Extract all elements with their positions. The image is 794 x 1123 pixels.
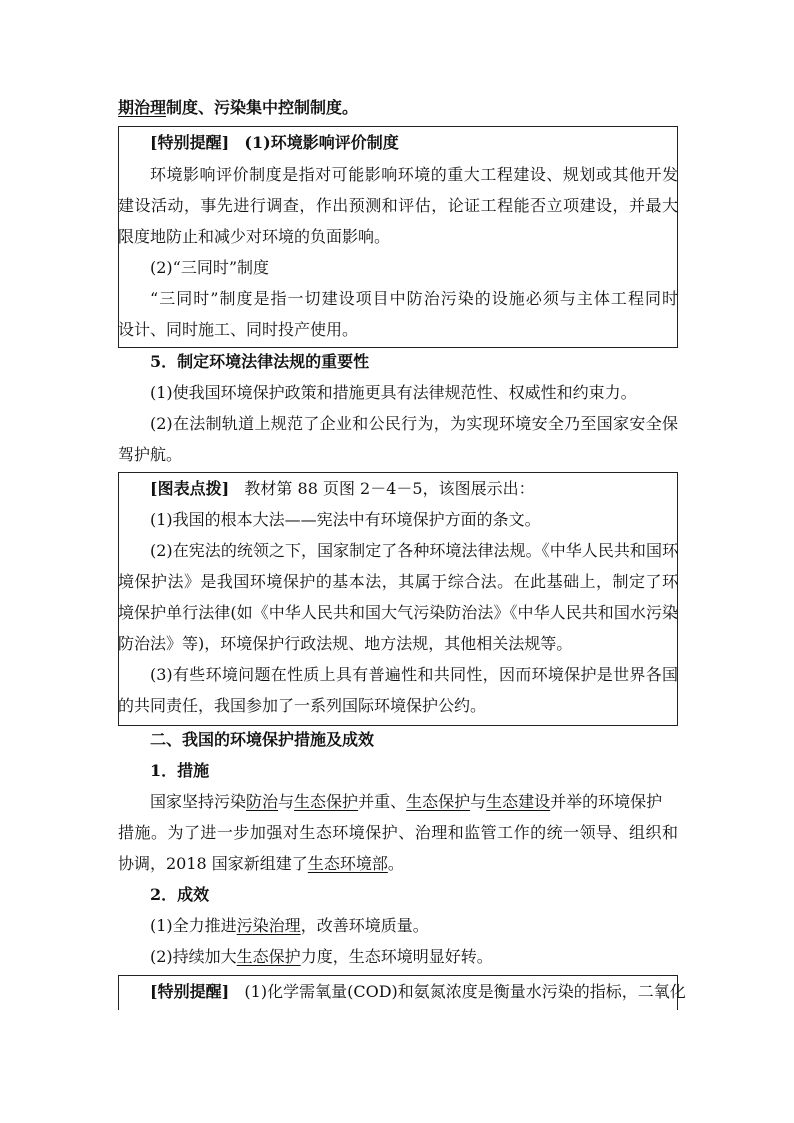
box-tag: [图表点拨] <box>150 479 230 498</box>
paragraph-continuation <box>118 98 678 118</box>
underlined-text: 生态建设 <box>486 792 551 811</box>
text: 并举的环境保护 <box>550 792 663 811</box>
section-heading: 二、我国的环境保护措施及成效 <box>150 730 375 749</box>
box-heading-text: (1)化学需氧量(COD)和氨氮浓度是衡量水污染的指标，二氧化 <box>244 982 686 1001</box>
box-heading <box>150 133 710 153</box>
box-line: 限度地防止和减少对环境的负面影响。 <box>118 227 391 246</box>
paragraph-line: 驾护航。 <box>118 445 183 464</box>
box-line: 建设活动，事先进行调查，作出预测和评估，论证工程能否立项建设，并最大 <box>118 196 678 215</box>
paragraph-line: (1)使我国环境保护政策和措施更具有法律规范性、权威性和约束力。 <box>150 383 637 402</box>
box-line: 环境影响评价制度是指对可能影响环境的重大工程建设、规划或其他开发 <box>150 165 678 184</box>
paragraph-line: 措施。为了进一步加强对生态环境保护、治理和监管工作的统一领导、组织和 <box>118 823 678 842</box>
text: 。 <box>387 854 404 873</box>
text: 并重、 <box>358 792 407 811</box>
box-line: 的共同责任，我国参加了一系列国际环境保护公约。 <box>118 696 487 715</box>
text: 与 <box>278 792 295 811</box>
paragraph-line <box>150 947 678 967</box>
underlined-text: 生态保护 <box>406 792 471 811</box>
text: ，改善环境质量。 <box>300 916 429 935</box>
box-line: (3)有些环境问题在性质上具有普遍性和共同性，因而环境保护是世界各国 <box>150 665 678 684</box>
text: 协调，2018 国家新组建了 <box>118 854 308 873</box>
text: 与 <box>470 792 487 811</box>
text: (1)全力推进 <box>150 916 237 935</box>
box-tag: [特别提醒] <box>150 133 230 152</box>
box-tag: [特别提醒] <box>150 982 230 1001</box>
underlined-text: 生态保护 <box>236 947 301 966</box>
underlined-text: 生态环境部 <box>307 854 388 873</box>
paragraph-line: (2)在法制轨道上规范了企业和公民行为，为实现环境安全乃至国家安全保 <box>150 414 678 433</box>
underlined-text: 防治 <box>246 792 279 811</box>
box-heading-text: 教材第 88 页图 2－4－5，该图展示出： <box>244 479 535 498</box>
box-heading <box>150 982 686 1002</box>
text: 国家坚持污染 <box>150 792 247 811</box>
box-line: 境保护单行法律(如《中华人民共和国大气污染防治法》《中华人民共和国水污染 <box>118 603 678 622</box>
paragraph-line <box>118 854 678 874</box>
box-line: “三同时”制度是指一切建设项目中防治污染的设施必须与主体工程同时 <box>150 289 678 308</box>
paragraph-line <box>150 916 678 936</box>
paragraph-line <box>150 792 678 812</box>
box-line: 设计、同时施工、同时投产使用。 <box>118 320 359 339</box>
box-line: 境保护法》是我国环境保护的基本法，其属于综合法。在此基础上，制定了环 <box>118 572 678 591</box>
box-heading-text: (1)环境影响评价制度 <box>244 133 399 152</box>
text: 力度，生态环境明显好转。 <box>300 947 493 966</box>
underlined-text: 生态保护 <box>294 792 359 811</box>
box-line: (2)在宪法的统领之下，国家制定了各种环境法律法规。《中华人民共和国环 <box>150 541 678 560</box>
section-heading: 5．制定环境法律法规的重要性 <box>150 352 370 371</box>
underlined-text: 污染治理 <box>236 916 301 935</box>
subsection-heading: 2．成效 <box>150 885 210 904</box>
text: (2)持续加大 <box>150 947 237 966</box>
box-heading <box>150 479 710 499</box>
text: 制度、污染集中控制制度。 <box>166 98 359 117</box>
subsection-heading: 1．措施 <box>150 761 210 780</box>
box-subheading: (2)“三同时”制度 <box>150 258 270 277</box>
box-line: (1)我国的根本大法——宪法中有环境保护方面的条文。 <box>150 510 541 529</box>
box-line: 防治法》等)，环境保护行政法规、地方法规，其他相关法规等。 <box>118 634 573 653</box>
underlined-text: 期治理 <box>118 98 167 117</box>
